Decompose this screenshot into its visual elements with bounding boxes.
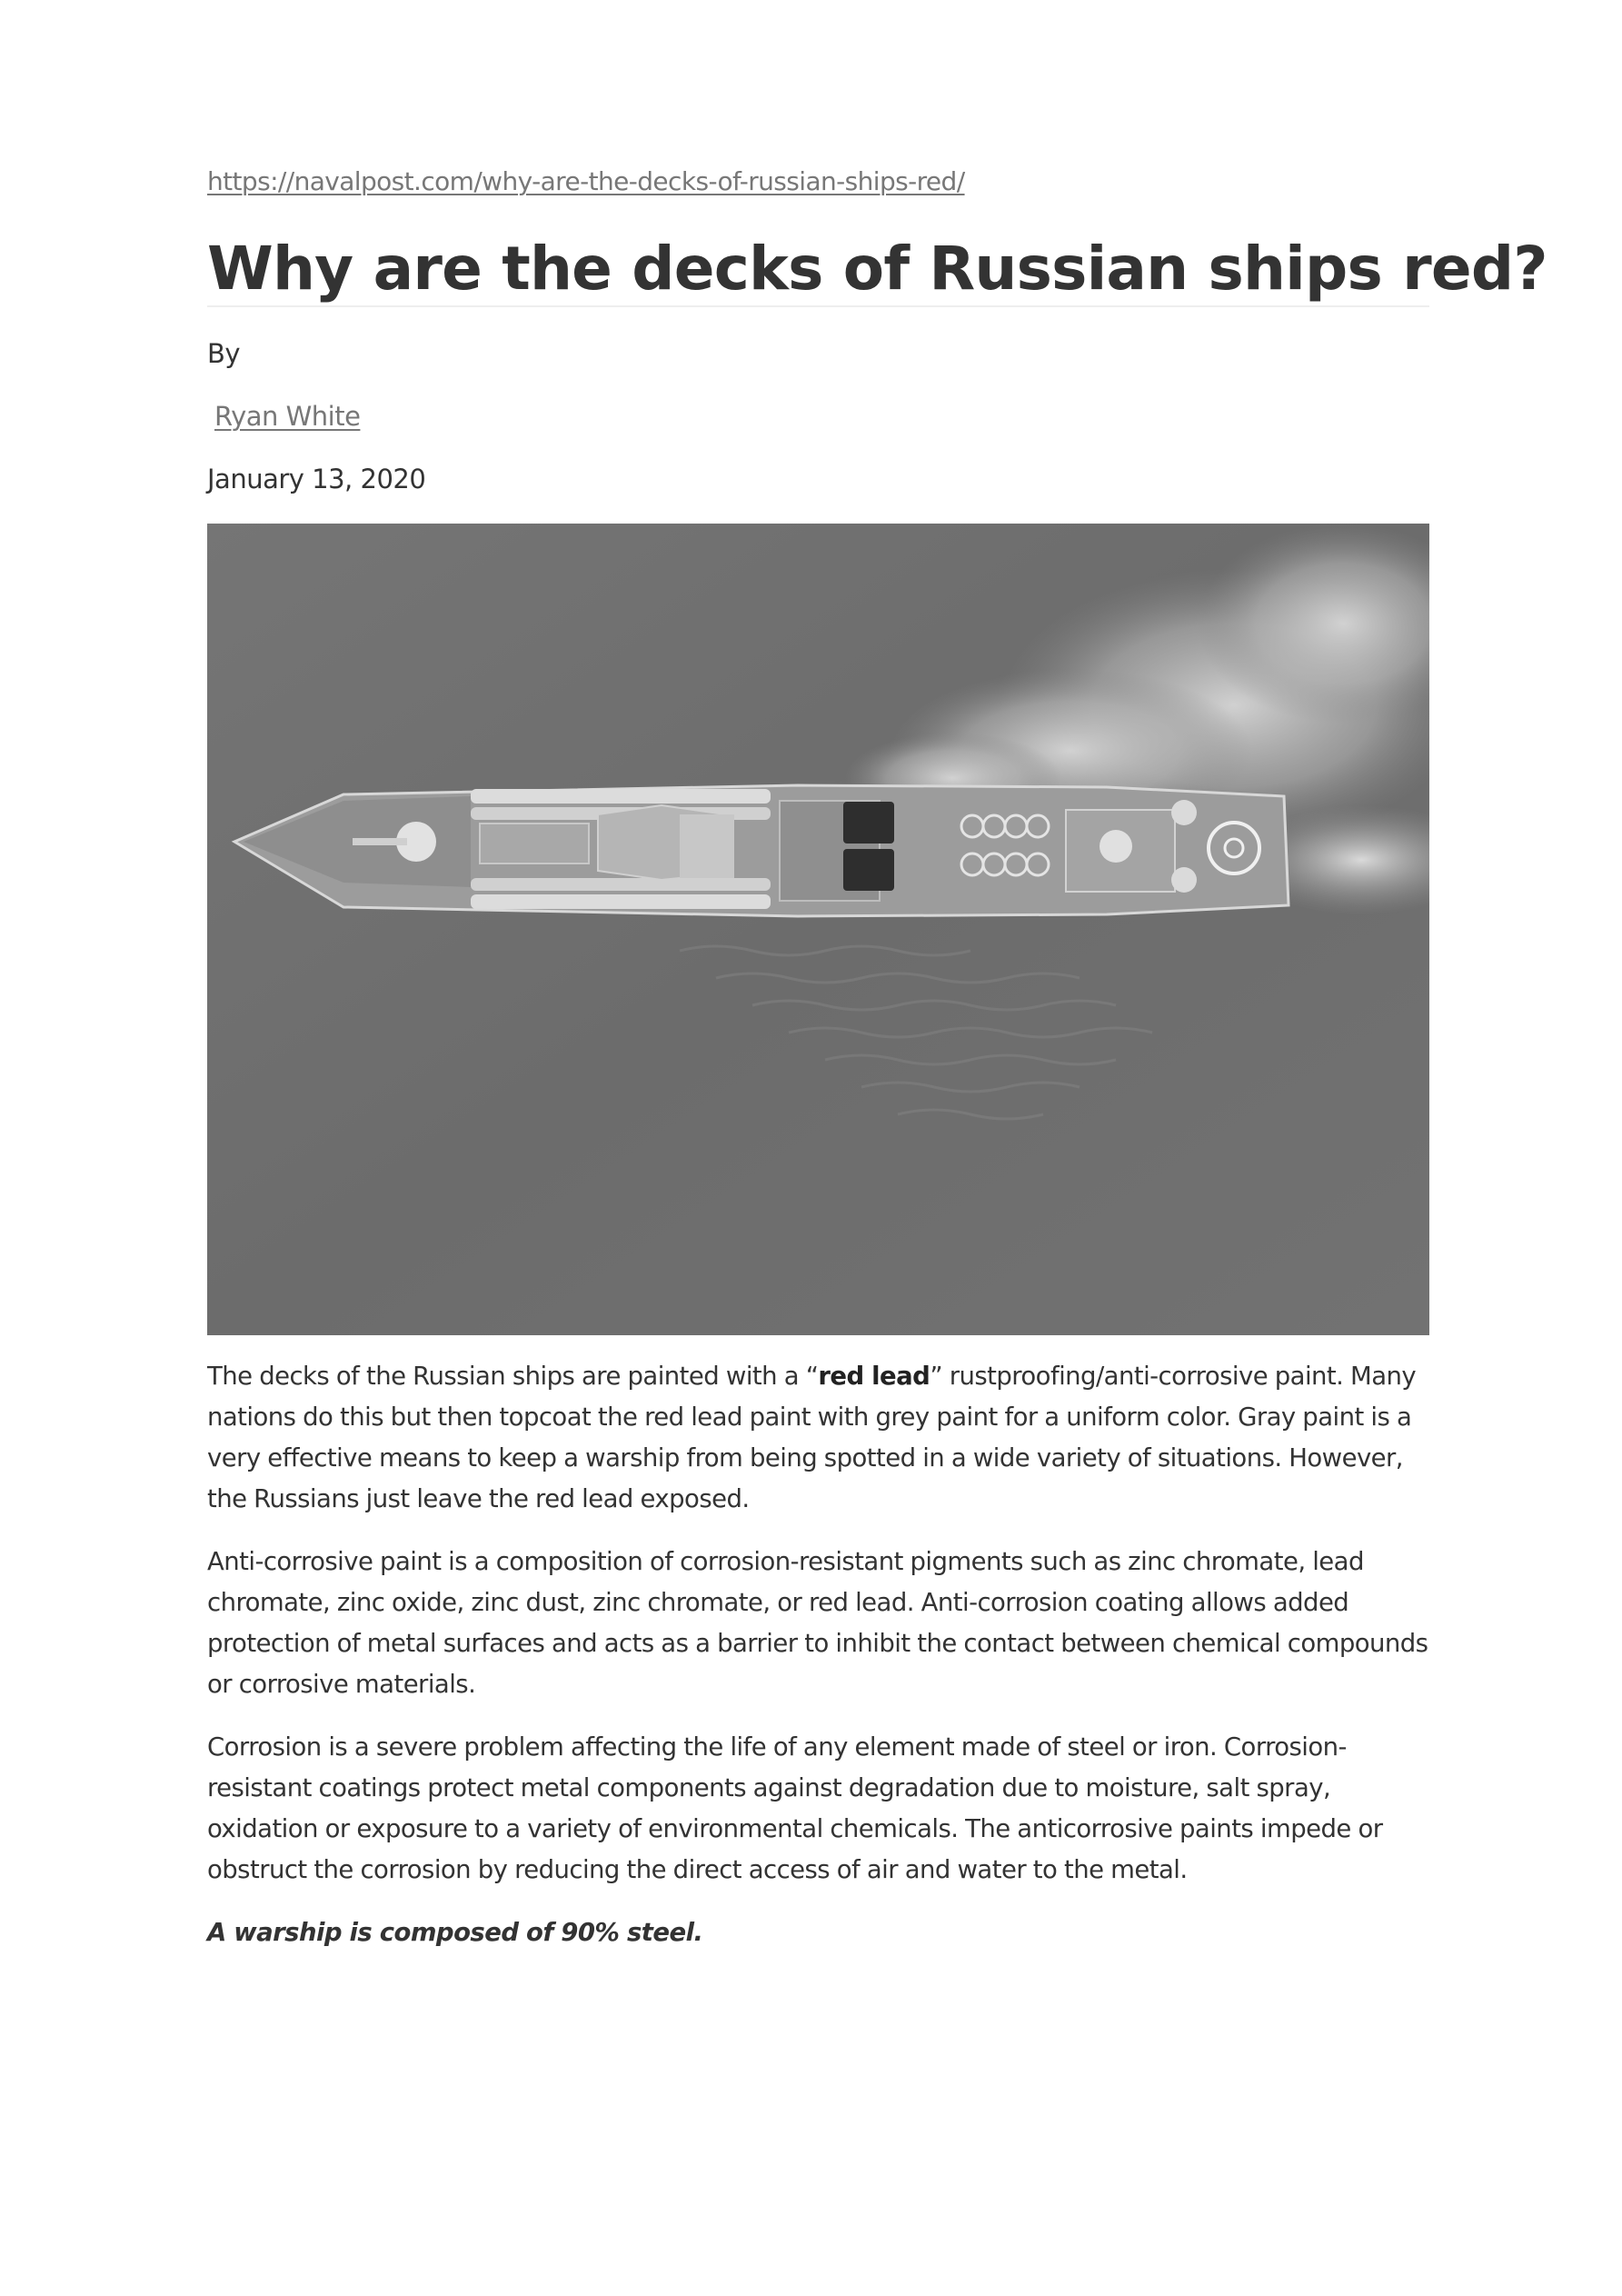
paragraph: Corrosion is a severe problem affecting the life of any element made of steel or iron. Corrosion-resistant coatings protect metal components against degradation due to moisture, salt spray, oxidation or exposure to a variety of environmental chemicals. The anticorrosive paints impede or obstruct the corrosion by reducing the direct access of air and water to the metal.	[207, 1732, 1383, 1884]
publish-date: January 13, 2020	[207, 464, 426, 494]
paragraph: Anti-corrosive paint is a composition of corrosion-resistant pigments such as zinc chromate, lead chromate, zinc oxide, zinc dust, zinc chromate, or red lead. Anti-corrosion coating allows added protection of metal surfaces and acts as a barrier to inhibit the contact between chemical compounds or corrosive materials.	[207, 1547, 1428, 1699]
article-body	[207, 1356, 1432, 1975]
callout-text: A warship is composed of 90% steel.	[207, 1918, 703, 1947]
byline-prefix: By	[207, 338, 241, 369]
bold-term: red lead	[818, 1362, 930, 1391]
paragraph-text: The decks of the Russian ships are painted with a “	[207, 1362, 819, 1391]
article-title: Why are the decks of Russian ships red?	[207, 233, 1429, 307]
warship-aerial-photo-icon	[207, 524, 1429, 1335]
author-link[interactable]: Ryan White	[214, 401, 361, 432]
hero-image	[207, 524, 1429, 1335]
paragraph	[207, 1356, 1432, 1520]
warship	[234, 785, 1289, 916]
source-url-link[interactable]: https://navalpost.com/why-are-the-decks-of-russian-ships-red/	[207, 166, 965, 196]
paragraph-text: ” rustproofing/anti-corrosive paint. Many nations do this but then topcoat the red lead paint with grey paint for a uniform color. Gray paint is a very effective means to keep a warship from being spotted in a wide variety of situations. However, the Russians just leave the red lead exposed.	[207, 1362, 1417, 1513]
